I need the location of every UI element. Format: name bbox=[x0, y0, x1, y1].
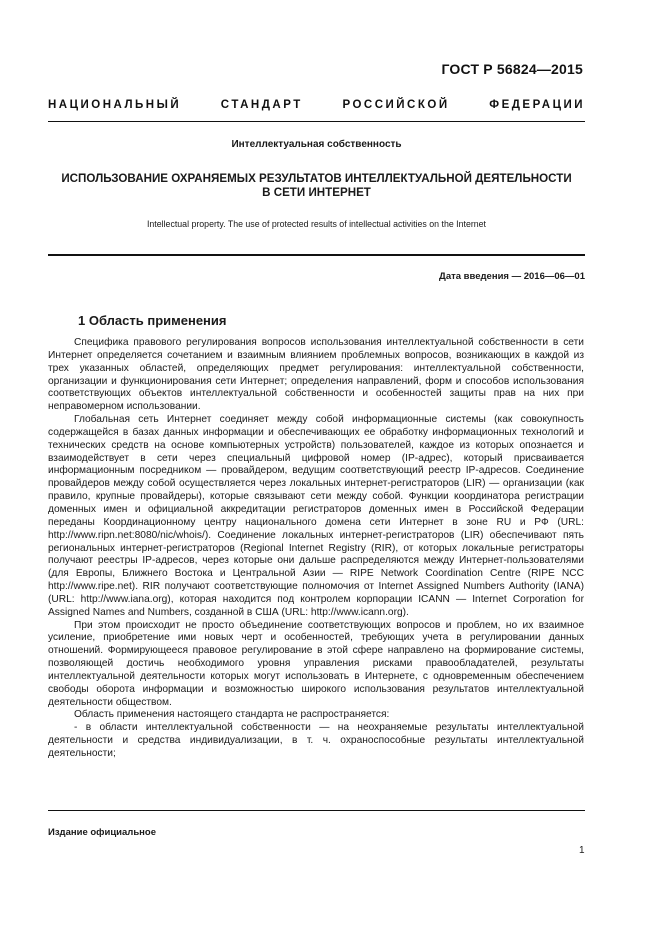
paragraph: Специфика правового регулирования вопросов использования интеллектуальной собственности в сети Интернет определяется сочетанием и взаимным влиянием проблемных вопросов, возникающих в каждой из трех указанных областей, определяющих предмет регулирования: интеллектуальной собственности, организации и функционирования сети Интернет; определения направлений, форм и способов использования соответствующих объектов интеллектуальной собственности и особенностей защиты прав на них при неправомерном использовании. bbox=[48, 337, 584, 413]
page-number: 1 bbox=[579, 845, 585, 856]
standard-category: Интеллектуальная собственность bbox=[231, 139, 402, 150]
section-body bbox=[48, 337, 584, 761]
introduction-date: Дата введения — 2016—06—01 bbox=[439, 271, 585, 282]
standard-title-line-2: В СЕТИ ИНТЕРНЕТ bbox=[262, 185, 371, 199]
standard-title-line-1: ИСПОЛЬЗОВАНИЕ ОХРАНЯЕМЫХ РЕЗУЛЬТАТОВ ИНТЕЛЛЕКТУАЛЬНОЙ ДЕЯТЕЛЬНОСТИ bbox=[61, 172, 572, 185]
document-number: ГОСТ Р 56824—2015 bbox=[441, 61, 583, 77]
standard-title bbox=[48, 172, 585, 199]
paragraph: При этом происходит не просто объединение соответствующих вопросов и проблем, но их взаимное усиление, приобретение ими новых черт и особенностей, требующих учета в регулировании данных отношений. Формирующееся правовое регулирование в этой сфере направлено на формирование системы, позволяющей достичь необходимого уровня управления рисками правообладателей, результаты интеллектуальной деятельности которых могут использовать в Интернете, с одновременным обеспечением свободы оборота информации и возможностью широкого использования результатов интеллектуальной деятельности обществом. bbox=[48, 619, 584, 708]
title-block bbox=[48, 139, 585, 229]
english-title: Intellectual property. The use of protected results of intellectual activities on the Internet bbox=[146, 219, 487, 229]
paragraph: Область применения настоящего стандарта не распространяется: bbox=[74, 709, 390, 721]
paragraph: Глобальная сеть Интернет соединяет между собой информационные системы (как совокупность содержащейся в базах данных информации и обеспечивающих ее обработку информационных технологий и технических средств на основе компьютерных устройств) пользователей, каждое из которых опознается и взаимодействует в сети через специальный цифровой номер (IP-адрес), который присваивается информационным посредником — провайдером, ведущим соответствующий реестр IP-адресов. Соединение провайдеров между собой осуществляется через локальных интернет-регистраторов (LIR) — организации (как правило, крупные провайдеры), которые связывают сети между собой. Функции координатора регистрации доменных имен и официальной аккредитации регистраторов доменных имен в Российской Федерации переданы Координационному центру национального домена сети Интернет в зоне RU и РФ (URL: http://www.ripn.net:8080/nic/whois/). Соединение локальных интернет-регистраторов (LIR) обеспечивают пять региональных интернет-регистраторов (Regional Internet Registry (RIR), от которых локальные регистраторы получают реестры IP-адресов, через которые они дальше распределяются между Интернет-пользователями (для Европы, Ближнего Востока и Центральной Азии — RIPE Network Coordination Centre (RIPE NCC http://www.ripe.net). RIR получают соответствующие полномочия от Internet Assigned Numbers Authority (IANA) (URL: http://www.iana.org), которая находится под контролем корпорации ICANN — Internet Corporation for Assigned Names and Numbers, созданной в США (URL: http://www.icann.org). bbox=[48, 414, 584, 618]
paragraph: - в области интеллектуальной собственности — на неохраняемые результаты интеллектуальной деятельности и средства индивидуализации, в т. ч. охраноспособные результаты интеллектуальной деятельности; bbox=[48, 722, 584, 759]
header-divider bbox=[48, 121, 585, 122]
official-edition-label: Издание официальное bbox=[48, 827, 156, 838]
national-standard-heading: НАЦИОНАЛЬНЫЙ СТАНДАРТ РОССИЙСКОЙ ФЕДЕРАЦИИ bbox=[48, 99, 585, 111]
title-divider bbox=[48, 254, 585, 256]
footer-divider bbox=[48, 810, 585, 811]
section-heading: 1 Область применения bbox=[78, 313, 227, 328]
